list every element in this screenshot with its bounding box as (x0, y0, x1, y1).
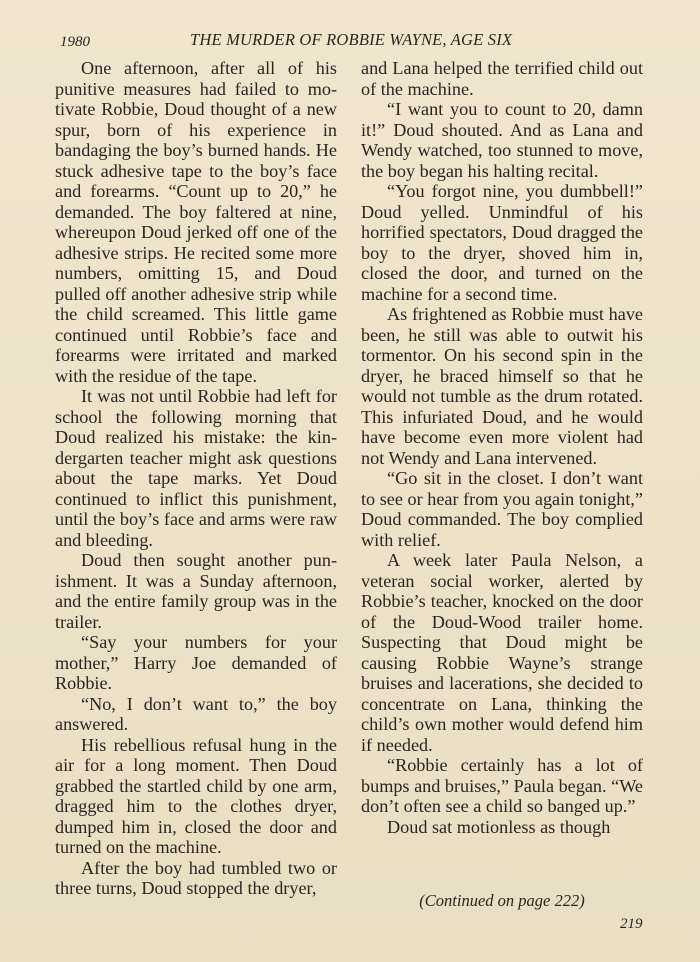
paragraph: Doud then sought another punishment. It was a Sunday afternoon, and the entire family group was in the trailer. (55, 550, 337, 632)
paragraph: One afternoon, after all of his punitive measures had failed to motivate Robbie, Doud thought of a new spur, born of his experience in bandaging the boy’s burned hands. He stuck adhesive tape to the boy’s face and forearms. “Count up to 20,” he demanded. The boy faltered at nine, whereupon Doud jerked off one of the adhesive strips. He recited some more numbers, omitting 15, and Doud pulled off another adhesive strip while the child screamed. This little game continued until Robbie’s face and forearms were irritated and marked with the residue of the tape. (55, 58, 337, 386)
continued-note: (Continued on page 222) (419, 891, 585, 910)
page-header (0, 28, 700, 52)
paragraph: As frightened as Robbie must have been, he still was able to outwit his tormentor. On his second spin in the dryer, he braced himself so that he would not tumble as the drum rotated. This infuriated Doud, and he would have become even more violent had not Wendy and Lana intervened. (361, 304, 643, 468)
header-page-number: 1980 (60, 34, 90, 50)
paragraph: A week later Paula Nelson, a veteran social worker, alerted by Robbie’s teacher, knocked on the door of the Doud-Wood trailer home. Suspecting that Doud might be causing Robbie Wayne’s strange bruises and lacerations, she decided to concentrate on Lana, thinking the child’s own mother would defend him if needed. (361, 550, 643, 755)
paragraph: “I want you to count to 20, damn it!” Doud shouted. And as Lana and Wendy watched, too stunned to move, the boy began his halting recital. (361, 99, 643, 181)
left-column (55, 58, 337, 899)
paragraph: Doud sat motionless as though (387, 816, 611, 837)
running-title: THE MURDER OF ROBBIE WAYNE, AGE SIX (190, 30, 513, 49)
paragraph: It was not until Robbie had left for school the following morning that Doud realized his mistake: the kindergarten teacher might ask questions about the tape marks. Yet Doud continued to inflict this punishment, until the boy’s face and arms were raw and bleeding. (55, 386, 337, 550)
paragraph: “Go sit in the closet. I don’t want to see or hear from you again tonight,” Doud commanded. The boy complied with relief. (361, 468, 643, 550)
paragraph: “Robbie certainly has a lot of bumps and bruises,” Paula began. “We don’t often see a child so banged up.” (361, 755, 643, 816)
paragraph: “No, I don’t want to,” the boy answered. (55, 693, 337, 734)
paragraph: His rebellious refusal hung in the air for a long moment. Then Doud grabbed the startled child by one arm, dragged him to the clothes dryer, dumped him in, closed the door and turned on the machine. (55, 734, 337, 857)
paragraph: After the boy had tumbled two or three turns, Doud stopped the dryer, (55, 857, 337, 898)
paragraph: “You forgot nine, you dumbbell!” Doud yelled. Unmindful of his horrified spectators, Doud dragged the boy to the dryer, shoved him in, closed the door, and turned on the machine for a second time. (361, 181, 643, 304)
right-column (361, 58, 643, 837)
footer-page-number: 219 (620, 916, 643, 932)
paragraph: “Say your numbers for your mother,” Harry Joe demanded of Robbie. (55, 632, 337, 693)
paragraph: and Lana helped the terrified child out of the machine. (361, 58, 643, 99)
